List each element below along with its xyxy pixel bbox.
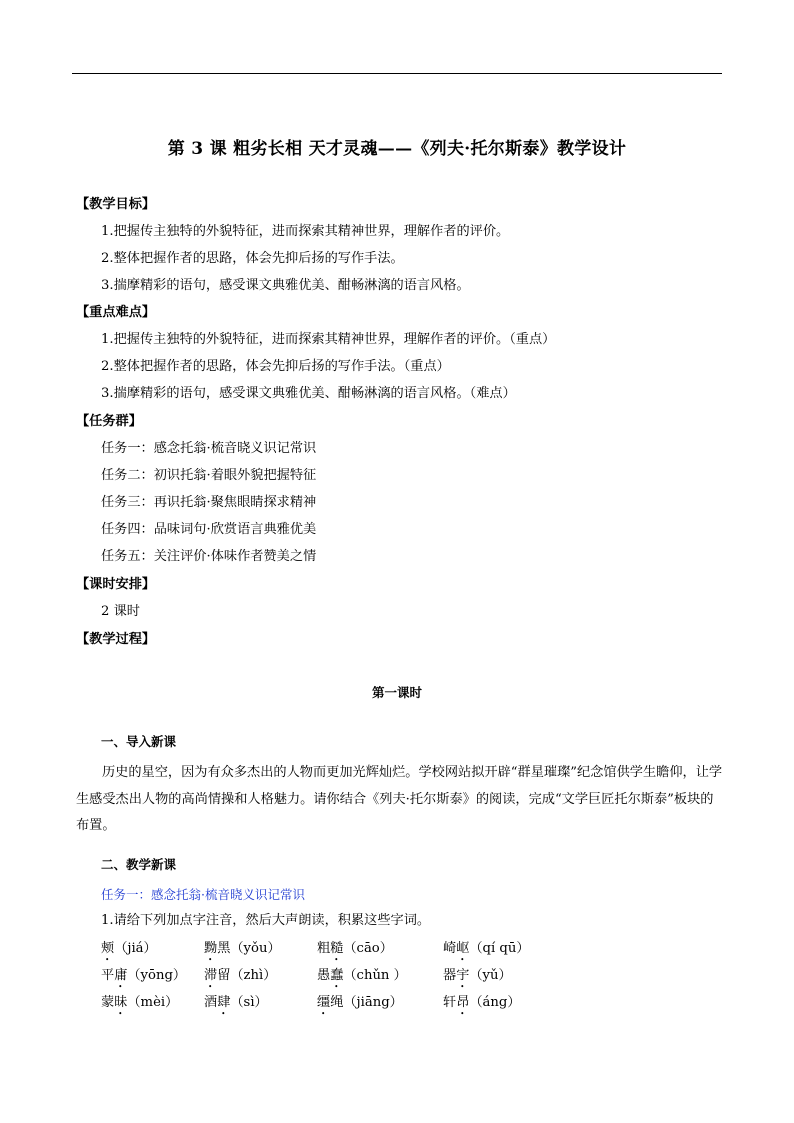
word-item: 愚蠢（chǔn ） [317,968,407,983]
process-heading: 【教学过程】 [76,632,156,647]
objective-item: 3.揣摩精彩的语句，感受课文典雅优美、酣畅淋漓的语言风格。 [101,278,470,293]
section-heading: 二、教学新课 [101,857,177,872]
schedule-heading: 【课时安排】 [76,577,156,592]
objective-item: 2.整体把握作者的思路，体会先抑后扬的写作手法。 [101,251,404,266]
word-item: 酒肆（sì） [204,995,268,1010]
task-one-heading: 任务一：感念托翁·梳音晓义识记常识 [101,887,305,902]
intro-paragraph: 历史的星空，因为有众多杰出的人物而更加光辉灿烂。学校网站拟开辟“群星璀璨”纪念馆供学生瞻仰，让学生感受杰出人物的高尚情操和人格魅力。请你结合《列夫·托尔斯泰》的阅读，完成“文学巨匠托尔斯泰”板块的布置。 [76,765,723,833]
lesson-title: 第一课时 [371,685,422,700]
objectives-heading: 【教学目标】 [76,197,156,212]
key-points-heading: 【重点难点】 [76,305,156,320]
word-item: 黝黑（yǒu） [204,941,281,956]
key-point-item: 1.把握传主独特的外貌特征，进而探索其精神世界，理解作者的评价。（重点） [101,332,556,347]
word-item: 滞留（zhì） [204,968,277,983]
task-list-item: 任务一：感念托翁·梳音晓义识记常识 [101,441,317,456]
task-list-item: 任务四：品味词句·欣赏语言典雅优美 [101,522,317,537]
word-item: 颊（jiá） [101,941,157,956]
schedule-value: 2 课时 [101,604,140,619]
key-point-item: 2.整体把握作者的思路，体会先抑后扬的写作手法。（重点） [101,359,450,374]
tasks-heading: 【任务群】 [76,414,142,429]
task-list-item: 任务五：关注评价·体味作者赞美之情 [101,549,317,564]
word-item: 蒙昧（mèi） [101,995,179,1010]
word-item: 缰绳（jiāng） [317,995,403,1010]
task-list-item: 任务二：初识托翁·着眼外貌把握特征 [101,468,317,483]
objective-item: 1.把握传主独特的外貌特征，进而探索其精神世界，理解作者的评价。 [101,224,510,239]
section-heading: 一、导入新课 [101,734,177,749]
word-item: 崎岖（qí qū） [443,941,530,956]
word-item: 器宇（yǔ） [443,968,512,983]
task-list-item: 任务三：再识托翁·聚焦眼睛探求精神 [101,495,317,510]
key-point-item: 3.揣摩精彩的语句，感受课文典雅优美、酣畅淋漓的语言风格。（难点） [101,386,516,401]
word-item: 粗糙（cāo） [317,941,393,956]
word-item: 轩昂（áng） [443,995,521,1010]
exercise-instruction: 1.请给下列加点字注音，然后大声朗读，积累这些字词。 [101,913,431,928]
word-item: 平庸（yōng） [101,968,187,983]
header-rule [72,73,722,74]
document-title: 第 3 课 粗劣长相 天才灵魂——《列夫·托尔斯泰》教学设计 [167,139,627,159]
